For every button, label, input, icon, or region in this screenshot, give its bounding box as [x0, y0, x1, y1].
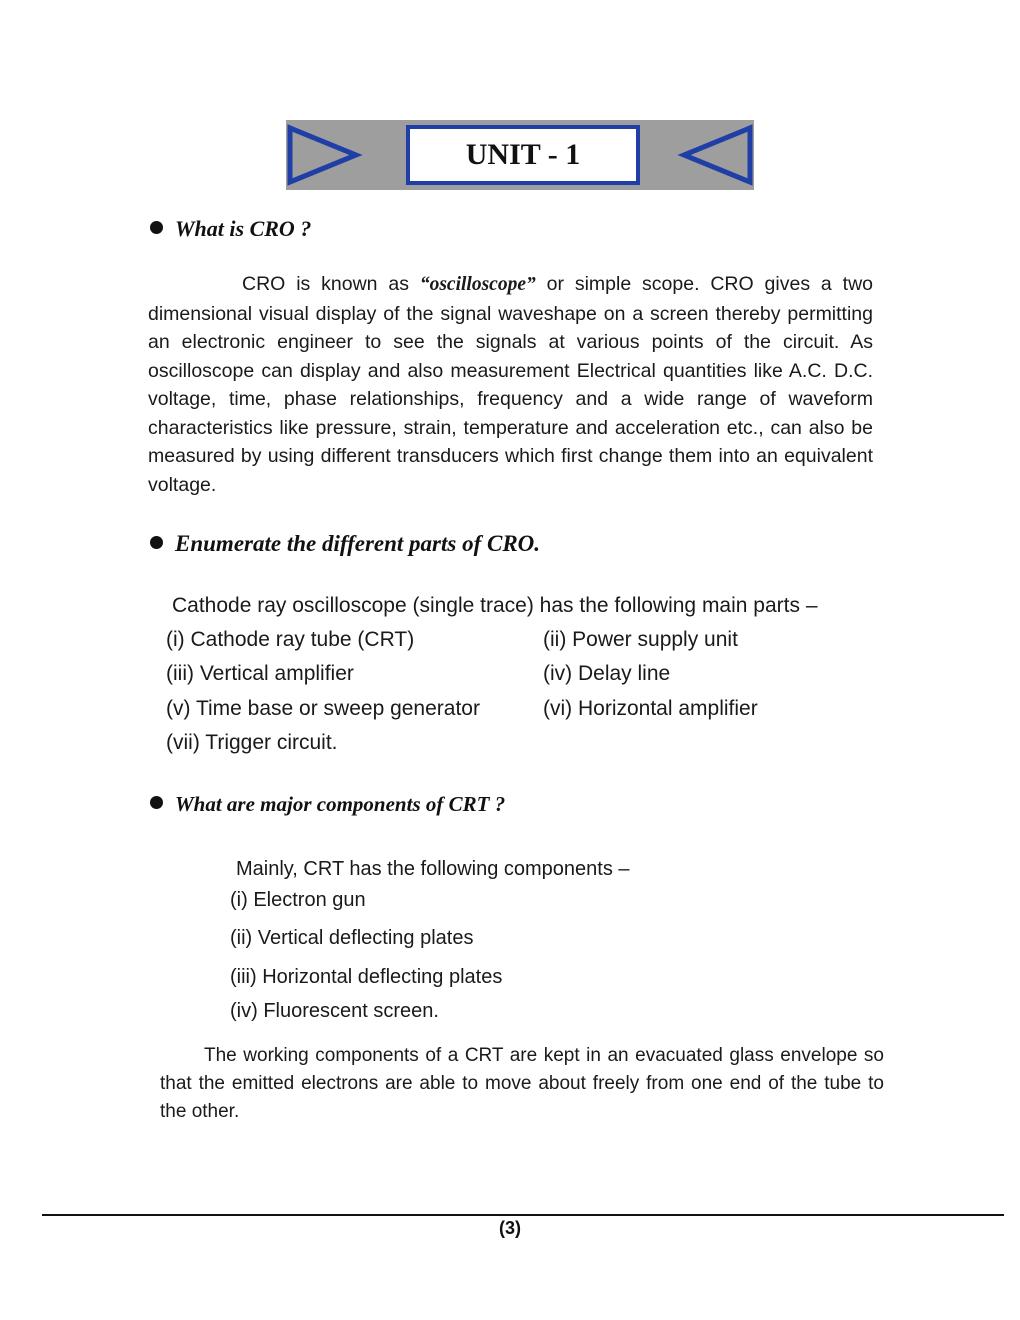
crt-intro: Mainly, CRT has the following components – — [236, 858, 630, 880]
footer-rule — [42, 1214, 1004, 1216]
part-item: (i) Cathode ray tube (CRT) — [166, 628, 415, 651]
part-item: (iii) Vertical amplifier — [166, 662, 354, 685]
crt-component-item: (iii) Horizontal deflecting plates — [230, 966, 503, 988]
part-item: (ii) Power supply unit — [543, 628, 738, 651]
part-item: (vi) Horizontal amplifier — [543, 697, 758, 720]
heading-what-is-cro: What is CRO ? — [150, 216, 311, 242]
heading-parts-of-cro: Enumerate the different parts of CRO. — [150, 531, 540, 557]
page-number: (3) — [499, 1218, 521, 1238]
paragraph-cro-definition: CRO is known as “oscilloscope” or simple scope. CRO gives a two dimensional visual display of the signal waveshape on a screen thereby permitting an electronic engineer to see the signals at various points of the circuit. As oscilloscope can display and also measurement Electrical quantities like A.C. D.C. voltage, time, phase relationships, frequency and a wide range of waveform characteristics like pressure, strain, temperature and acceleration etc., can also be measured by using different transducers which first change them into an equivalent voltage. — [148, 273, 873, 496]
bullet-icon — [150, 221, 163, 234]
bullet-icon — [150, 536, 163, 549]
bullet-icon — [150, 796, 163, 809]
heading-crt-components: What are major components of CRT ? — [150, 792, 505, 817]
part-item: (v) Time base or sweep generator — [166, 697, 480, 720]
part-item: (iv) Delay line — [543, 662, 671, 685]
crt-component-item: (ii) Vertical deflecting plates — [230, 927, 474, 949]
unit-title: UNIT - 1 — [465, 138, 581, 171]
part-item: (vii) Trigger circuit. — [166, 731, 338, 754]
crt-component-item: (iv) Fluorescent screen. — [230, 1000, 439, 1022]
crt-component-item: (i) Electron gun — [230, 889, 366, 911]
parts-intro: Cathode ray oscilloscope (single trace) has the following main parts – — [172, 594, 818, 617]
paragraph-crt-envelope: The working components of a CRT are kept in an evacuated glass envelope so that the emitted electrons are able to move about freely from one end of the tube to the other. — [160, 1045, 884, 1122]
